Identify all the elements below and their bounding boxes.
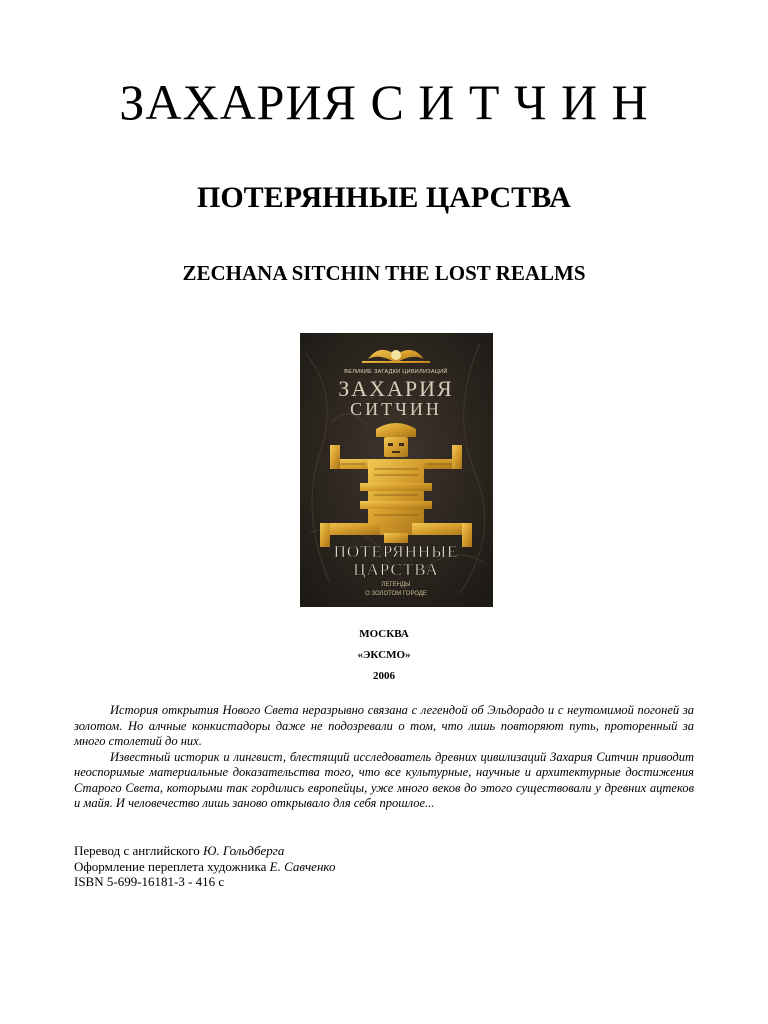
design-prefix: Оформление переплета художника [74, 858, 270, 874]
imprint-publisher: «ЭКСМО» [357, 649, 411, 661]
author-name: ЗАХАРИЯ С И Т Ч И Н [119, 74, 649, 130]
cover-series-text: ВЕЛИКИЕ ЗАГАДКИ ЦИВИЛИЗАЦИЙ [344, 369, 448, 375]
cover-subtitle-line2: О ЗОЛОТОМ ГОРОДЕ [365, 591, 427, 597]
imprint-city: МОСКВА [359, 628, 409, 640]
designer-name: Е. Савченко [269, 858, 336, 874]
book-annotation [74, 703, 694, 812]
translator-name: Ю. Гольдберга [202, 843, 285, 858]
book-title-russian: ПОТЕРЯННЫЕ ЦАРСТВА [197, 181, 571, 214]
publication-credits [74, 843, 694, 890]
cover-title-line1: ПОТЕРЯННЫЕ [333, 542, 459, 561]
book-title-english: ZECHANA SITCHIN THE LOST REALMS [182, 261, 586, 285]
translation-prefix: Перевод с английского [74, 843, 203, 858]
translation-credit [74, 843, 694, 859]
cover-author-line2: СИТЧИН [350, 399, 442, 419]
cover-subtitle-line1: ЛЕГЕНДЫ [381, 582, 411, 588]
imprint-year: 2006 [373, 670, 395, 682]
isbn-line: ISBN 5-699-16181-3 - 416 с [74, 874, 225, 889]
cover-author-line1: ЗАХАРИЯ [338, 376, 454, 401]
annotation-paragraph-1: История открытия Нового Света неразрывно связана с легендой об Эльдорадо и с неутомимой погоней за золотом. Но алчные конкистадоры даже не подозревали о том, что лишь повторяют путь, проторенный за много столетий до них. [74, 703, 694, 748]
cover-design-credit [74, 859, 694, 875]
cover-title-line2: ЦАРСТВА [353, 560, 439, 579]
annotation-paragraph-2: Известный историк и лингвист, блестящий исследователь древних цивилизаций Захария Ситчин приводит неоспоримые материальные доказательства того, что все культурные, научные и архитектурные достижения Старого Света, которыми так гордились европейцы, уже много веков до этого существовали у древних ацтеков и майя. И человечество лишь заново открывало для себя прошлое... [74, 749, 694, 810]
book-cover-image [300, 333, 493, 607]
